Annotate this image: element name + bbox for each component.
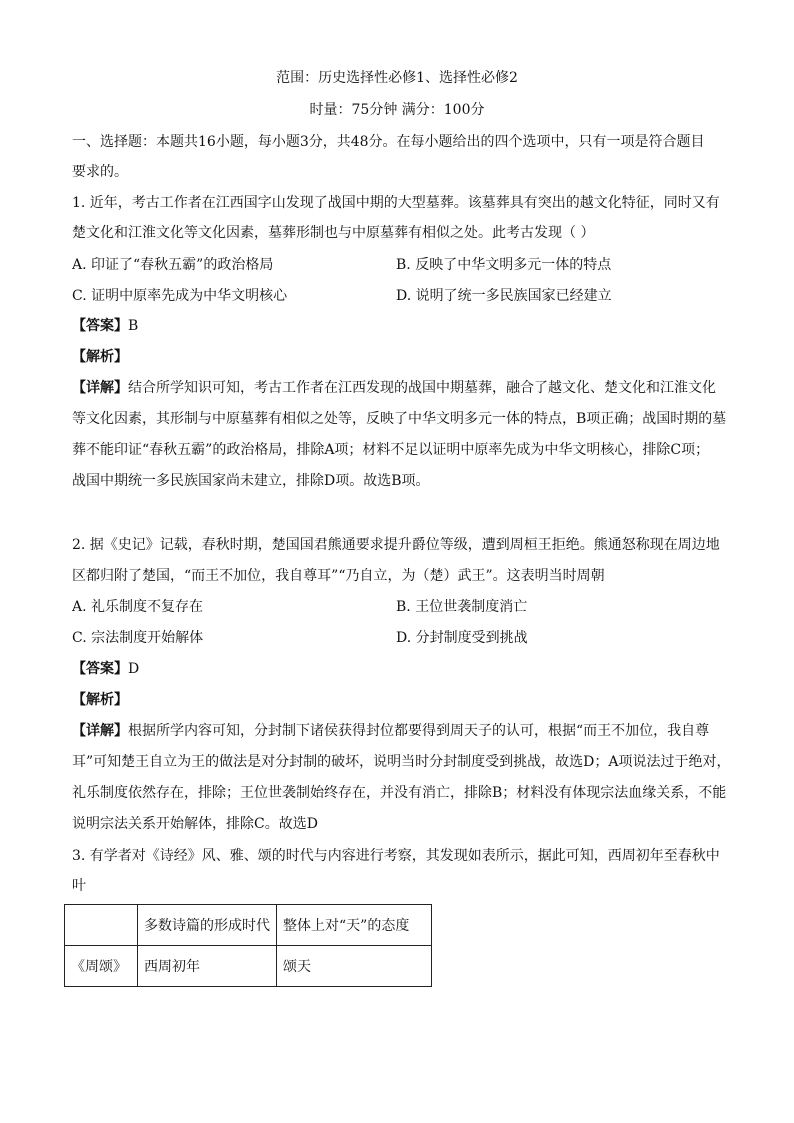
- q2-stem-1: 2. 据《史记》记载，春秋时期，楚国国君熊通要求提升爵位等级，遭到周桓王拒绝。熊通怒称现在周边地: [72, 537, 720, 553]
- q1-detail-3: 葬不能印证“春秋五霸”的政治格局，排除A项；材料不足以证明中原率先成为中华文明核心，排除C项；: [72, 442, 710, 458]
- exam-time: 时量：75分钟 满分：100分: [309, 102, 485, 118]
- q1-answer: [72, 316, 732, 336]
- table-header-cell: 整体上对“天”的态度: [277, 905, 432, 946]
- table-header-cell: [65, 905, 138, 946]
- q3-table: [64, 904, 432, 987]
- q2-analysis-tag: 【解析】: [72, 692, 128, 708]
- table-header-cell: 多数诗篇的形成时代: [138, 905, 277, 946]
- answer-tag: 【答案】: [72, 318, 128, 334]
- q1-detail-1: [72, 378, 732, 398]
- q2-stem-2: 区都归附了楚国，“而王不加位，我自尊耳”“乃自立，为（楚）武王”。这表明当时周朝: [72, 568, 605, 584]
- q1-option-a: A. 印证了“春秋五霸”的政治格局: [72, 257, 274, 273]
- q1-detail-2: 等文化因素，其形制与中原墓葬有相似之处等，反映了中华文明多元一体的特点，B项正确；战国时期的墓: [72, 411, 727, 427]
- q1-analysis-tag: 【解析】: [72, 349, 128, 365]
- q2-detail-1: [72, 721, 732, 741]
- table-cell: 西周初年: [138, 946, 277, 987]
- table-cell: 颂天: [277, 946, 432, 987]
- q1-option-d: D. 说明了统一多民族国家已经建立: [396, 288, 612, 304]
- table-cell: 《周颂》: [65, 946, 138, 987]
- q3-stem-1: 3. 有学者对《诗经》风、雅、颂的时代与内容进行考察，其发现如表所示，据此可知，西周初年至春秋中: [72, 848, 720, 864]
- q1-option-c: C. 证明中原率先成为中华文明核心: [72, 288, 288, 304]
- q2-option-b: B. 王位世袭制度消亡: [396, 599, 528, 615]
- q1-option-b: B. 反映了中华文明多元一体的特点: [396, 257, 612, 273]
- table-header-row: [65, 905, 432, 946]
- detail-tag: 【详解】: [72, 380, 128, 396]
- q2-detail-2: 耳”可知楚王自立为王的做法是对分封制的破坏，说明当时分封制度受到挑战，故选D；A项说法过于绝对，: [72, 754, 731, 770]
- q1-detail-4: 战国中期统一多民族国家尚未建立，排除D项。故选B项。: [72, 473, 430, 489]
- q2-option-a: A. 礼乐制度不复存在: [72, 599, 204, 615]
- q1-stem-2: 楚文化和江淮文化等文化因素，墓葬形制也与中原墓葬有相似之处。此考古发现（ ）: [72, 225, 595, 241]
- q2-detail-4: 说明宗法关系开始解体，排除C。故选D: [72, 816, 318, 832]
- exam-scope: 范围：历史选择性必修1、选择性必修2: [276, 70, 518, 86]
- q1-stem-1: 1. 近年，考古工作者在江西国字山发现了战国中期的大型墓葬。该墓葬具有突出的越文化特征，同时又有: [72, 195, 720, 211]
- q3-stem-2: 叶: [72, 878, 86, 894]
- table-row: [65, 946, 432, 987]
- q2-answer: [72, 659, 732, 679]
- answer-value: B: [128, 318, 139, 334]
- section-instruction-1: 一、选择题：本题共16小题，每小题3分，共48分。在每小题给出的四个选项中，只有一项是符合题目: [72, 134, 705, 150]
- section-instruction-2: 要求的。: [72, 164, 128, 180]
- answer-tag: 【答案】: [72, 661, 128, 677]
- q2-option-c: C. 宗法制度开始解体: [72, 630, 204, 646]
- detail-tag: 【详解】: [72, 723, 128, 739]
- q2-option-d: D. 分封制度受到挑战: [396, 630, 528, 646]
- detail-text: 结合所学知识可知，考古工作者在江西发现的战国中期墓葬，融合了越文化、楚文化和江淮文化: [128, 380, 716, 396]
- q2-detail-3: 礼乐制度依然存在，排除；王位世袭制始终存在，并没有消亡，排除B；材料没有体现宗法血缘关系，不能: [72, 785, 727, 801]
- answer-value: D: [128, 661, 140, 677]
- detail-text: 根据所学内容可知，分封制下诸侯获得封位都要得到周天子的认可，根据“而王不加位，我自尊: [128, 723, 710, 739]
